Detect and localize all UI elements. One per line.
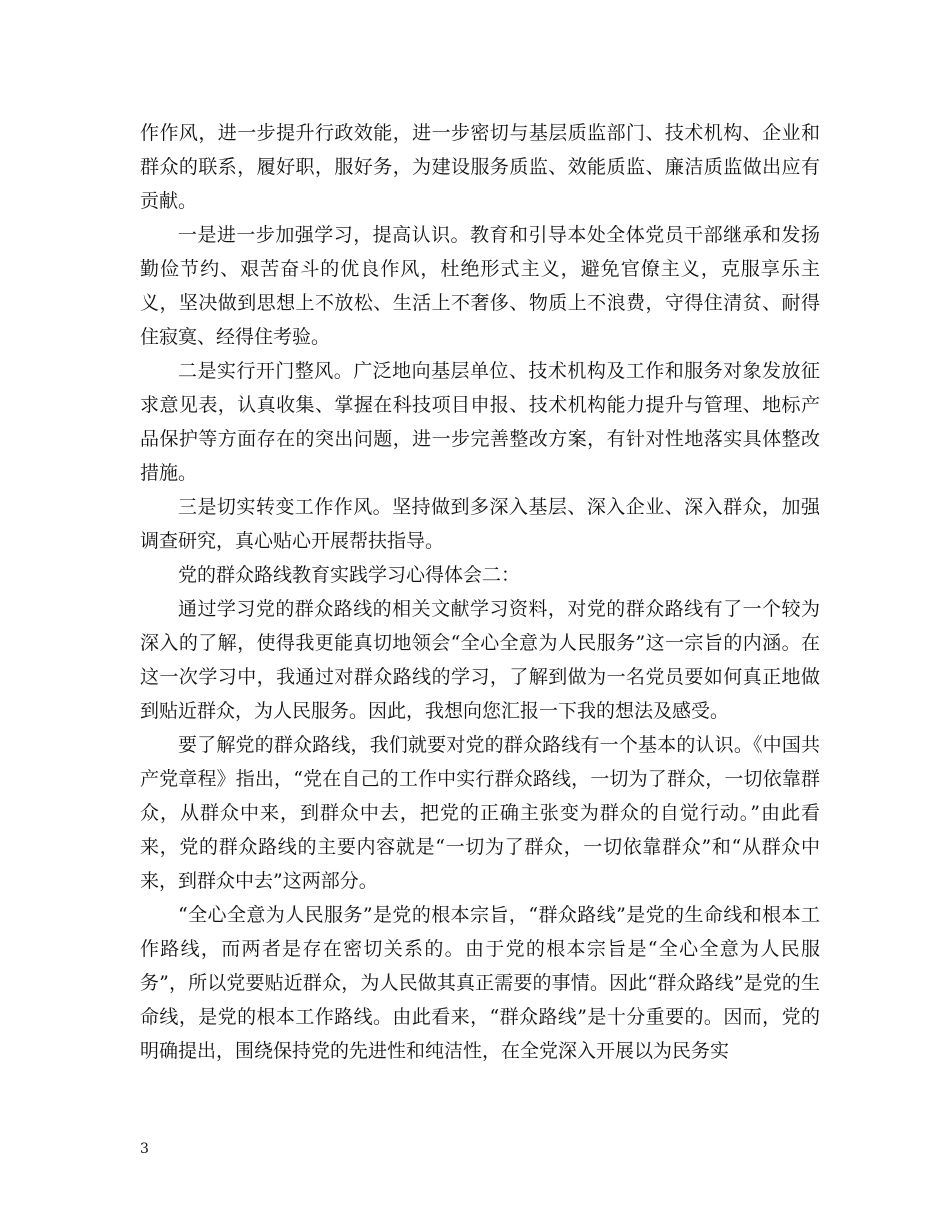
paragraph-6: 通过学习党的群众路线的相关文献学习资料，对党的群众路线有了一个较为深入的了解，使得我更能真切地领会“全心全意为人民服务”这一宗旨的内涵。在这一次学习中，我通过对群众路线的学习，了解到做为一名党员要如何真正地做到贴近群众，为人民服务。因此，我想向您汇报一下我的想法及感受。 [140,598,820,722]
paragraph-3: 二是实行开门整风。广泛地向基层单位、技术机构及工作和服务对象发放征求意见表，认真收集、掌握在科技项目申报、技术机构能力提升与管理、地标产品保护等方面存在的突出问题，进一步完善整改方案，有针对性地落实具体整改措施。 [140,360,820,484]
page-number: 3 [140,1141,149,1157]
document-body [140,116,820,1068]
paragraph-1: 作作风，进一步提升行政效能，进一步密切与基层质监部门、技术机构、企业和群众的联系，履好职，服好务，为建设服务质监、效能质监、廉洁质监做出应有贡献。 [140,122,820,212]
paragraph-7: 要了解党的群众路线，我们就要对党的群众路线有一个基本的认识。《中国共产党章程》指出，“党在自己的工作中实行群众路线，一切为了群众，一切依靠群众，从群众中来，到群众中去，把党的正确主张变为群众的自觉行动。”由此看来，党的群众路线的主要内容就是“一切为了群众，一切依靠群众”和“从群众中来，到群众中去”这两部分。 [140,734,820,892]
paragraph-2: 一是进一步加强学习，提高认识。教育和引导本处全体党员干部继承和发扬勤俭节约、艰苦奋斗的优良作风，杜绝形式主义，避免官僚主义，克服享乐主义，坚决做到思想上不放松、生活上不奢侈、物质上不浪费，守得住清贫、耐得住寂寞、经得住考验。 [140,224,820,348]
paragraph-8: “全心全意为人民服务”是党的根本宗旨，“群众路线”是党的生命线和根本工作路线，而两者是存在密切关系的。由于党的根本宗旨是“全心全意为人民服务”，所以党要贴近群众，为人民做其真正需要的事情。因此“群众路线”是党的生命线，是党的根本工作路线。由此看来，“群众路线”是十分重要的。因而，党的明确提出，围绕保持党的先进性和纯洁性，在全党深入开展以为民务实 [140,904,820,1062]
paragraph-4: 三是切实转变工作作风。坚持做到多深入基层、深入企业、深入群众，加强调查研究，真心贴心开展帮扶指导。 [140,496,820,552]
section-heading: 党的群众路线教育实践学习心得体会二： [178,564,521,586]
